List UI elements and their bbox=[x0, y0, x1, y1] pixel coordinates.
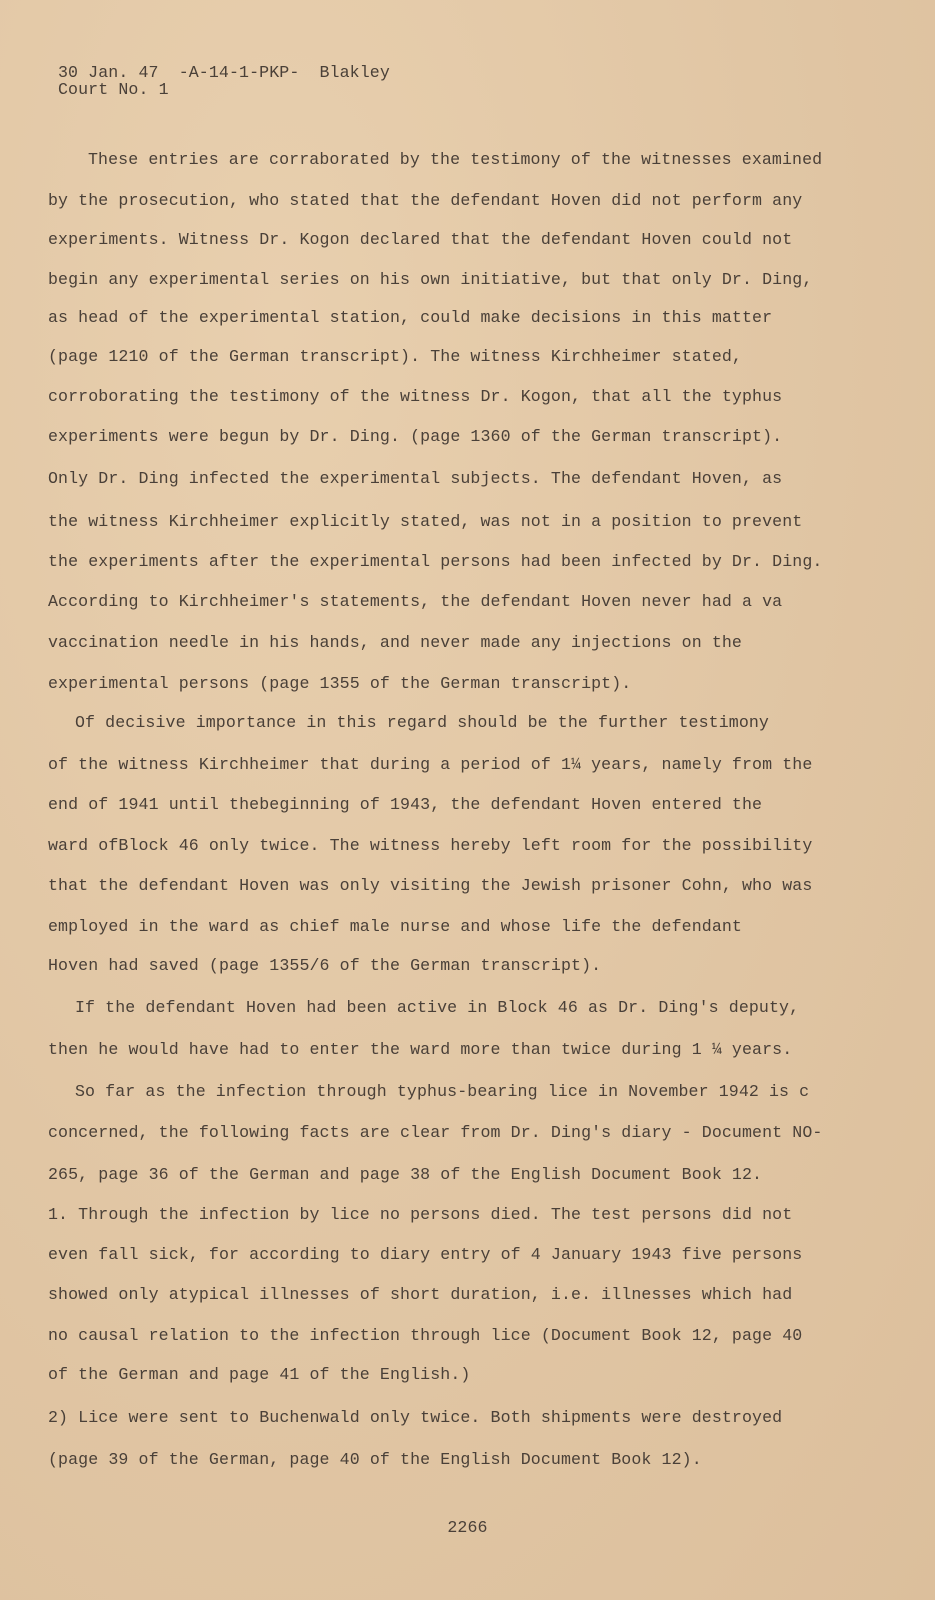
body-text-line: as head of the experimental station, could make decisions in this matter bbox=[48, 308, 773, 327]
body-text-line: that the defendant Hoven was only visiting the Jewish prisoner Cohn, who was bbox=[48, 876, 813, 895]
body-text-line: showed only atypical illnesses of short duration, i.e. illnesses which had bbox=[48, 1285, 793, 1304]
document-header-court: Court No. 1 bbox=[58, 80, 169, 99]
body-text-line: 2) Lice were sent to Buchenwald only twice. Both shipments were destroyed bbox=[48, 1408, 783, 1427]
body-text-line: of the witness Kirchheimer that during a period of 1¼ years, namely from the bbox=[48, 755, 813, 774]
body-text-line: According to Kirchheimer's statements, the defendant Hoven never had a va bbox=[48, 592, 783, 611]
body-text-line: even fall sick, for according to diary entry of 4 January 1943 five persons bbox=[48, 1245, 803, 1264]
body-text-line: experimental persons (page 1355 of the German transcript). bbox=[48, 674, 632, 693]
body-text-line: (page 1210 of the German transcript). The witness Kirchheimer stated, bbox=[48, 347, 742, 366]
body-text-line: corroborating the testimony of the witness Dr. Kogon, that all the typhus bbox=[48, 387, 783, 406]
body-text-line: If the defendant Hoven had been active in Block 46 as Dr. Ding's deputy, bbox=[75, 998, 800, 1017]
body-text-line: Hoven had saved (page 1355/6 of the German transcript). bbox=[48, 956, 602, 975]
body-text-line: Only Dr. Ding infected the experimental subjects. The defendant Hoven, as bbox=[48, 469, 783, 488]
body-text-line: no causal relation to the infection through lice (Document Book 12, page 40 bbox=[48, 1326, 803, 1345]
body-text-line: employed in the ward as chief male nurse and whose life the defendant bbox=[48, 917, 742, 936]
document-header-date-ref: 30 Jan. 47 -A-14-1-PKP- Blakley bbox=[58, 63, 390, 82]
body-text-line: 265, page 36 of the German and page 38 of the English Document Book 12. bbox=[48, 1165, 763, 1184]
body-text-line: the experiments after the experimental persons had been infected by Dr. Ding. bbox=[48, 552, 823, 571]
body-text-line: by the prosecution, who stated that the defendant Hoven did not perform any bbox=[48, 191, 803, 210]
body-text-line: (page 39 of the German, page 40 of the English Document Book 12). bbox=[48, 1450, 702, 1469]
body-text-line: experiments. Witness Dr. Kogon declared that the defendant Hoven could not bbox=[48, 230, 793, 249]
body-text-line: the witness Kirchheimer explicitly stated, was not in a position to prevent bbox=[48, 512, 803, 531]
body-text-line: experiments were begun by Dr. Ding. (page 1360 of the German transcript). bbox=[48, 427, 783, 446]
body-text-line: These entries are corraborated by the testimony of the witnesses examined bbox=[88, 150, 823, 169]
page-number: 2266 bbox=[447, 1518, 488, 1537]
body-text-line: begin any experimental series on his own initiative, but that only Dr. Ding, bbox=[48, 270, 813, 289]
body-text-line: vaccination needle in his hands, and never made any injections on the bbox=[48, 633, 742, 652]
body-text-line: ward ofBlock 46 only twice. The witness hereby left room for the possibility bbox=[48, 836, 813, 855]
body-text-line: then he would have had to enter the ward more than twice during 1 ¼ years. bbox=[48, 1040, 793, 1059]
body-text-line: end of 1941 until thebeginning of 1943, the defendant Hoven entered the bbox=[48, 795, 763, 814]
body-text-line: 1. Through the infection by lice no persons died. The test persons did not bbox=[48, 1205, 793, 1224]
body-text-line: of the German and page 41 of the English.) bbox=[48, 1365, 471, 1384]
body-text-line: So far as the infection through typhus-bearing lice in November 1942 is c bbox=[75, 1082, 810, 1101]
body-text-line: Of decisive importance in this regard should be the further testimony bbox=[75, 713, 769, 732]
body-text-line: concerned, the following facts are clear from Dr. Ding's diary - Document NO- bbox=[48, 1123, 823, 1142]
